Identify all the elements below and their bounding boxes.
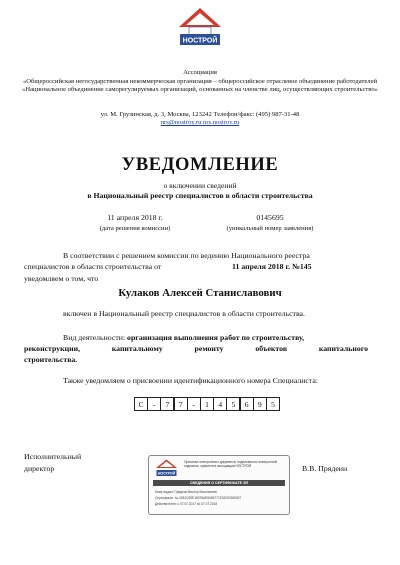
specialist-id-cell: 7 <box>174 397 188 411</box>
document-subtitle-2: в Национальный реестр специалистов в области строительства <box>87 191 313 200</box>
document-subtitle-1: о включении сведений <box>163 181 237 190</box>
signatory-name: В.В. Прядеин <box>302 464 348 473</box>
paragraph-2: включен в Национальный реестр специалистов в области строительства. <box>63 309 305 318</box>
signatory-role-line-2: директор <box>24 464 55 473</box>
commission-decision-ref: 11 апреля 2018 г. №145 <box>232 262 312 271</box>
specialist-name: Кулаков Алексей Станиславович <box>118 287 282 299</box>
specialist-id-cell: С <box>134 397 148 411</box>
stamp-certificate-number: Сертификат: № 0081C99E18078AE8066771F18200285097 <box>155 496 242 500</box>
activity-line-1 <box>63 333 304 343</box>
organization-name: «Общероссийская негосударственная некоммерческая организация – общероссийское отраслевое объединение работодателей «Национальное объединение саморегулируемых организаций, основанных на членстве лиц, осуществляющих строительство» <box>22 78 378 94</box>
activity-text-2: реконструкции, капитальному ремонту объектов капитального <box>24 344 368 353</box>
specialist-id-cell: 4 <box>213 397 227 411</box>
stamp-issued-to: Кому выдан: Прядеин Виктор Васильевич <box>155 490 218 494</box>
activity-prefix: Вид деятельности: <box>63 333 126 342</box>
paragraph-4: Также уведомляем о присвоении идентификационного номера Специалиста: <box>63 376 319 385</box>
organization-address: ул. М. Грузинская, д. 3, Москва, 123242 Телефон/факс: (495) 987-31-48 <box>100 111 300 118</box>
specialist-id-cell: - <box>187 397 201 411</box>
paragraph-1-line-3: уведомляем о том, что <box>24 274 99 283</box>
association-label: Ассоциация <box>183 69 217 76</box>
specialist-id-boxes <box>134 397 279 411</box>
logo-text: НОСТРОЙ <box>182 37 218 45</box>
stamp-description: Оригинал электронного документа, подписанного электронной подписью, хранится в ассоциации НОСТРОЙ <box>184 460 278 468</box>
activity-text-1: организация выполнения работ по строительству, <box>127 333 305 342</box>
e-signature-stamp <box>148 455 290 515</box>
activity-text-3: строительства. <box>24 355 78 364</box>
stamp-logo-icon <box>154 459 179 477</box>
application-number: 0145695 <box>256 213 284 222</box>
stamp-logo-text: НОСТРОЙ <box>157 471 176 476</box>
paragraph-1-line-1: В соответствии с решением комиссии по ведению Национального реестра <box>63 251 310 260</box>
paragraph-1-line-2: специалистов в области строительства от <box>24 262 162 271</box>
organization-email-link[interactable]: nrs@nostroy.ru nrs.nostrov.ru <box>160 119 240 126</box>
nostroy-logo-icon <box>176 7 224 47</box>
decision-date-caption: (дата решения комиссии) <box>99 225 171 232</box>
stamp-certificate-bar: СВЕДЕНИЯ О СЕРТИФИКАТЕ ЭП <box>153 480 285 486</box>
specialist-id-cell: 6 <box>240 397 254 411</box>
document-title: УВЕДОМЛЕНИЕ <box>121 155 279 175</box>
decision-date: 11 апреля 2018 г. <box>107 213 163 222</box>
specialist-id-cell: 5 <box>226 397 240 411</box>
specialist-id-cell: 9 <box>253 397 267 411</box>
specialist-id-cell: 1 <box>200 397 214 411</box>
specialist-id-cell: 7 <box>160 397 174 411</box>
application-number-caption: (уникальный номер заявления) <box>226 225 314 232</box>
specialist-id-cell: - <box>147 397 161 411</box>
specialist-id-cell: 5 <box>266 397 280 411</box>
stamp-validity: Действителен: с 07.07.2017 по 07.07.2018 <box>155 502 218 506</box>
signatory-role-line-1: Исполнительный <box>24 452 82 461</box>
